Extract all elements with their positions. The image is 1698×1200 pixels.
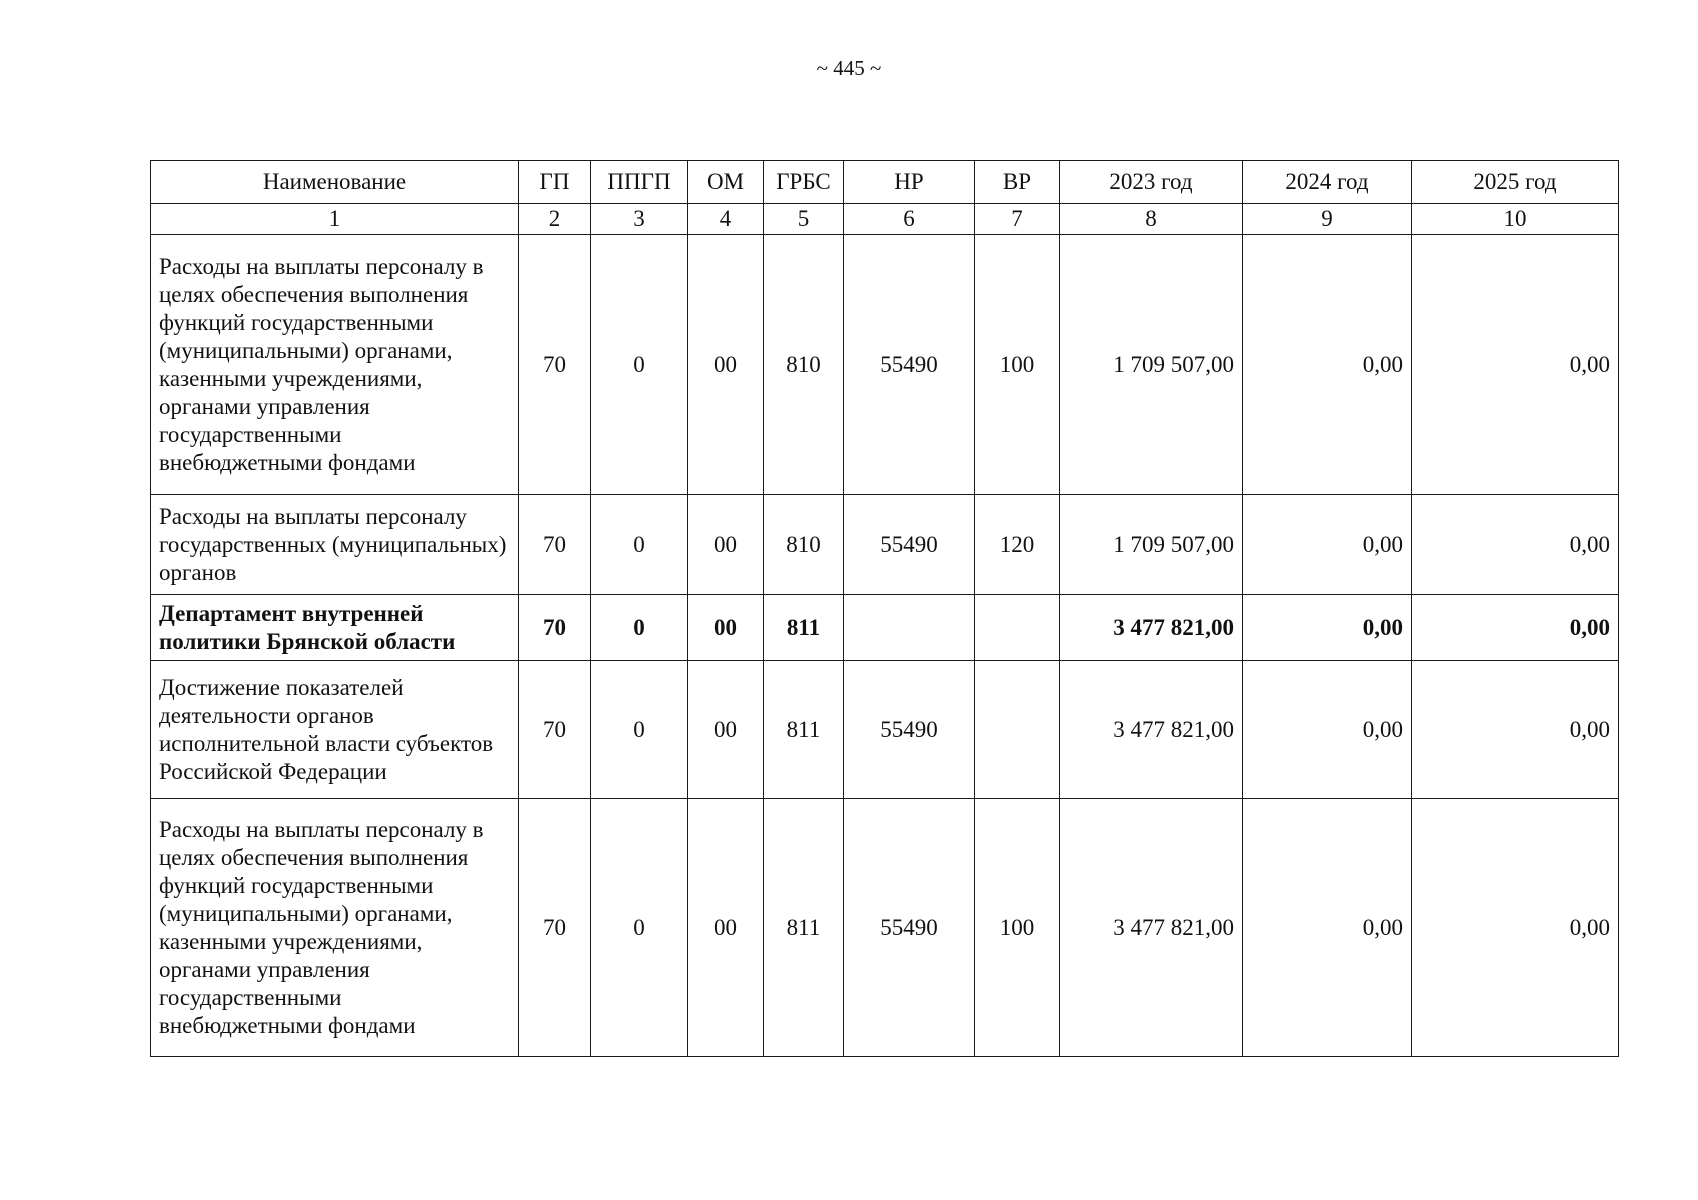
- cell-om: 00: [688, 495, 764, 595]
- column-number: 2: [519, 204, 591, 235]
- header-cell-vr: ВР: [975, 161, 1060, 204]
- cell-om: 00: [688, 235, 764, 495]
- cell-gp: 70: [519, 595, 591, 661]
- cell-2025: 0,00: [1412, 799, 1619, 1057]
- cell-gp: 70: [519, 235, 591, 495]
- row-name: Расходы на выплаты персоналу государственных (муниципальных) органов: [151, 495, 519, 595]
- row-name: Достижение показателей деятельности органов исполнительной власти субъектов Российской Федерации: [151, 661, 519, 799]
- cell-grbs: 811: [764, 661, 844, 799]
- cell-2023: 3 477 821,00: [1060, 661, 1243, 799]
- cell-2025: 0,00: [1412, 661, 1619, 799]
- header-cell-om: ОМ: [688, 161, 764, 204]
- header-row: [151, 161, 1619, 204]
- header-cell-gp: ГП: [519, 161, 591, 204]
- column-number: 5: [764, 204, 844, 235]
- cell-grbs: 810: [764, 235, 844, 495]
- table-row: [151, 235, 1619, 495]
- row-name: Расходы на выплаты персоналу в целях обеспечения выполнения функций государственными (муниципальными) органами, казенными учреждениями, органами управления государственными внебюджетными фондами: [151, 799, 519, 1057]
- header-cell-nr: НР: [844, 161, 975, 204]
- cell-grbs: 810: [764, 495, 844, 595]
- cell-nr: 55490: [844, 799, 975, 1057]
- column-number-row: [151, 204, 1619, 235]
- column-number: 10: [1412, 204, 1619, 235]
- cell-nr: [844, 595, 975, 661]
- cell-gp: 70: [519, 495, 591, 595]
- cell-nr: 55490: [844, 495, 975, 595]
- cell-om: 00: [688, 595, 764, 661]
- cell-vr: [975, 661, 1060, 799]
- column-number: 3: [591, 204, 688, 235]
- header-cell-grbs: ГРБС: [764, 161, 844, 204]
- table-row: [151, 595, 1619, 661]
- header-cell-name: Наименование: [151, 161, 519, 204]
- cell-2025: 0,00: [1412, 495, 1619, 595]
- header-cell-2024: 2024 год: [1243, 161, 1412, 204]
- cell-om: 00: [688, 799, 764, 1057]
- cell-vr: 100: [975, 799, 1060, 1057]
- header-cell-2023: 2023 год: [1060, 161, 1243, 204]
- column-number: 9: [1243, 204, 1412, 235]
- cell-2025: 0,00: [1412, 595, 1619, 661]
- row-name: Расходы на выплаты персоналу в целях обеспечения выполнения функций государственными (муниципальными) органами, казенными учреждениями, органами управления государственными внебюджетными фондами: [151, 235, 519, 495]
- cell-gp: 70: [519, 799, 591, 1057]
- cell-nr: 55490: [844, 661, 975, 799]
- cell-om: 00: [688, 661, 764, 799]
- cell-ppgp: 0: [591, 595, 688, 661]
- cell-ppgp: 0: [591, 799, 688, 1057]
- table-row: [151, 661, 1619, 799]
- column-number: 8: [1060, 204, 1243, 235]
- table-row: [151, 799, 1619, 1057]
- cell-2024: 0,00: [1243, 661, 1412, 799]
- cell-2024: 0,00: [1243, 495, 1412, 595]
- cell-grbs: 811: [764, 799, 844, 1057]
- cell-gp: 70: [519, 661, 591, 799]
- column-number: 7: [975, 204, 1060, 235]
- cell-2023: 3 477 821,00: [1060, 799, 1243, 1057]
- cell-2023: 3 477 821,00: [1060, 595, 1243, 661]
- cell-grbs: 811: [764, 595, 844, 661]
- budget-table: [150, 160, 1619, 1057]
- header-cell-2025: 2025 год: [1412, 161, 1619, 204]
- cell-2025: 0,00: [1412, 235, 1619, 495]
- header-cell-ppgp: ППГП: [591, 161, 688, 204]
- column-number: 1: [151, 204, 519, 235]
- cell-vr: 100: [975, 235, 1060, 495]
- cell-2024: 0,00: [1243, 235, 1412, 495]
- row-name: Департамент внутренней политики Брянской области: [151, 595, 519, 661]
- cell-ppgp: 0: [591, 661, 688, 799]
- cell-2023: 1 709 507,00: [1060, 235, 1243, 495]
- table-row: [151, 495, 1619, 595]
- cell-2023: 1 709 507,00: [1060, 495, 1243, 595]
- cell-ppgp: 0: [591, 495, 688, 595]
- column-number: 4: [688, 204, 764, 235]
- cell-nr: 55490: [844, 235, 975, 495]
- cell-2024: 0,00: [1243, 799, 1412, 1057]
- cell-vr: [975, 595, 1060, 661]
- cell-vr: 120: [975, 495, 1060, 595]
- cell-ppgp: 0: [591, 235, 688, 495]
- page-number: ~ 445 ~: [816, 56, 882, 80]
- cell-2024: 0,00: [1243, 595, 1412, 661]
- column-number: 6: [844, 204, 975, 235]
